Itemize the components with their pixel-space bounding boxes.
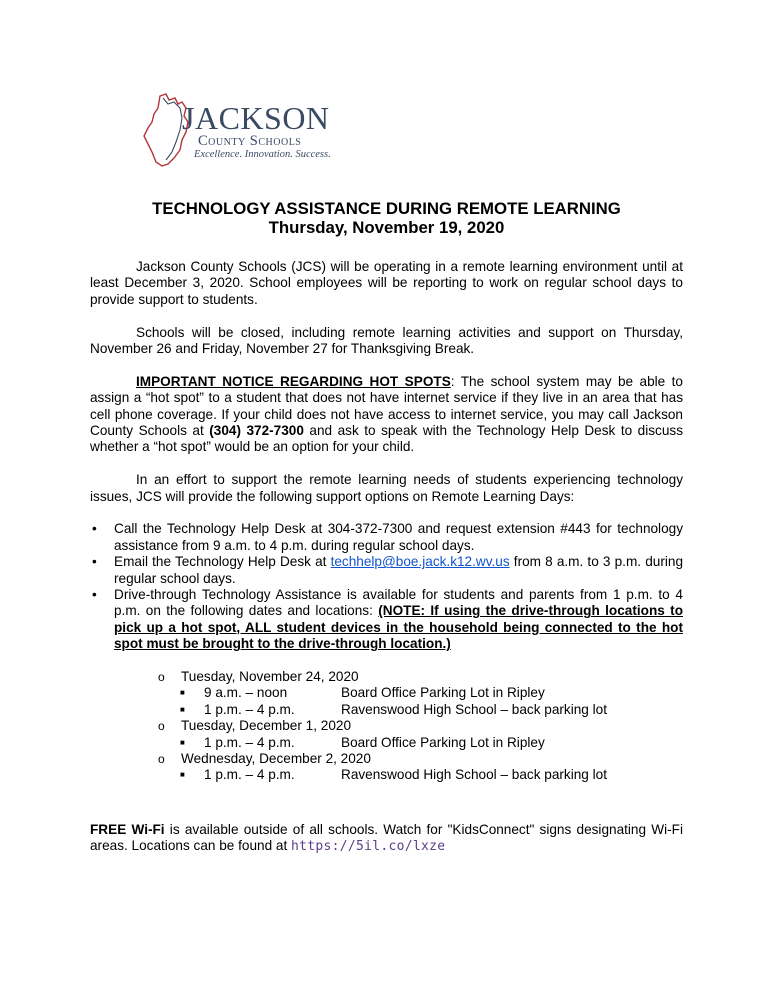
help-desk-email-link[interactable]: techhelp@boe.jack.k12.wv.us — [330, 554, 510, 570]
bullet-icon: • — [92, 521, 97, 537]
drive-through-schedule — [90, 669, 683, 784]
bullet-drive-through-text: Drive-through Technology Assistance is available for students and parents from 1 p.m. to 4 p.m. on the following dates and locations: — [114, 587, 683, 619]
slot-location: Ravenswood High School – back parking lot — [341, 701, 607, 717]
square-bullet-icon: ■ — [180, 688, 185, 698]
paragraph-hot-spot-notice — [90, 374, 683, 456]
square-bullet-icon: ■ — [180, 704, 185, 714]
jcs-phone-number: (304) 372-7300 — [209, 423, 304, 439]
square-bullet-icon: ■ — [180, 770, 185, 780]
schedule-slot — [158, 767, 683, 783]
logo-tagline: Excellence. Innovation. Success. — [194, 149, 331, 160]
document-body — [90, 259, 683, 784]
support-options-list — [90, 521, 683, 652]
hot-spot-notice-text-b: and ask to speak with the Technology Help Desk to discuss whether a “hot spot” would be an option for your child. — [90, 423, 683, 455]
logo-text — [182, 102, 331, 161]
schedule-date-label: Tuesday, November 24, 2020 — [181, 669, 359, 685]
wifi-locations-link[interactable]: https://5il.co/lxze — [291, 839, 446, 855]
bullet-call-help-desk: Call the Technology Help Desk at 304-372-7300 and request extension #443 for technology assistance from 9 a.m. to 4 p.m. during regular school days. — [114, 521, 683, 553]
schedule-slot — [158, 735, 683, 751]
schedule-slot — [158, 702, 683, 718]
schedule-date-label: Wednesday, December 2, 2020 — [181, 751, 371, 767]
document-date: Thursday, November 19, 2020 — [268, 218, 505, 237]
bullet-icon: • — [92, 587, 97, 603]
free-wifi-label: FREE Wi-Fi — [90, 822, 165, 837]
bullet-email-text-b: from 8 a.m. to 3 p.m. during regular school days. — [114, 554, 684, 586]
schedule-date — [158, 751, 683, 767]
circle-bullet-icon: o — [158, 752, 165, 767]
bullet-icon: • — [92, 554, 97, 570]
logo-wordmark: JACKSON — [182, 100, 330, 136]
paragraph-support-intro: In an effort to support the remote learning needs of students experiencing technology issues, JCS will provide the following support options on Remote Learning Days: — [90, 472, 683, 504]
paragraph-closure: Schools will be closed, including remote learning activities and support on Thursday, November 26 and Friday, November 27 for Thanksgiving Break. — [90, 324, 683, 357]
document-heading — [0, 199, 773, 237]
list-item — [90, 521, 683, 554]
hot-spot-notice-heading: IMPORTANT NOTICE REGARDING HOT SPOTS — [136, 373, 451, 389]
drive-through-note: (NOTE: If using the drive-through locations to pick up a hot spot, ALL student devices in the household being connected to the hot spot must be brought to the drive-through location.) — [114, 603, 683, 652]
slot-location: Board Office Parking Lot in Ripley — [341, 734, 545, 750]
list-item — [90, 554, 683, 587]
slot-time: 9 a.m. – noon — [204, 685, 288, 701]
schedule-date — [158, 718, 683, 734]
schedule-date-label: Tuesday, December 1, 2020 — [181, 718, 352, 734]
bullet-email-text-a: Email the Technology Help Desk at — [114, 554, 331, 570]
schedule-date — [158, 669, 683, 685]
slot-time: 1 p.m. – 4 p.m. — [204, 701, 295, 717]
schedule-slot — [158, 685, 683, 701]
paragraph-remote-learning: Jackson County Schools (JCS) will be operating in a remote learning environment until at least December 3, 2020. School employees will be reporting to work on regular school days to provide support to students. — [90, 259, 683, 307]
circle-bullet-icon: o — [158, 670, 165, 685]
paragraph-free-wifi — [90, 822, 683, 856]
square-bullet-icon: ■ — [180, 737, 185, 747]
jackson-county-schools-logo — [142, 92, 342, 172]
slot-time: 1 p.m. – 4 p.m. — [204, 734, 295, 750]
free-wifi-text: is available outside of all schools. Watch for "KidsConnect" signs designating Wi-Fi areas. Locations can be found at — [90, 822, 683, 854]
circle-bullet-icon: o — [158, 719, 165, 734]
hot-spot-notice-text-a: : The school system may be able to assign a “hot spot” to a student that does not have internet service if they live in an area that has cell phone coverage. If your child does not have access to internet service, you may call Jackson County Schools at — [90, 373, 683, 439]
slot-time: 1 p.m. – 4 p.m. — [204, 767, 295, 783]
document-title: TECHNOLOGY ASSISTANCE DURING REMOTE LEARNING — [152, 199, 621, 218]
slot-location: Ravenswood High School – back parking lot — [341, 767, 607, 783]
slot-location: Board Office Parking Lot in Ripley — [341, 685, 545, 701]
list-item — [90, 587, 683, 653]
logo-subtitle: County Schools — [198, 133, 302, 149]
